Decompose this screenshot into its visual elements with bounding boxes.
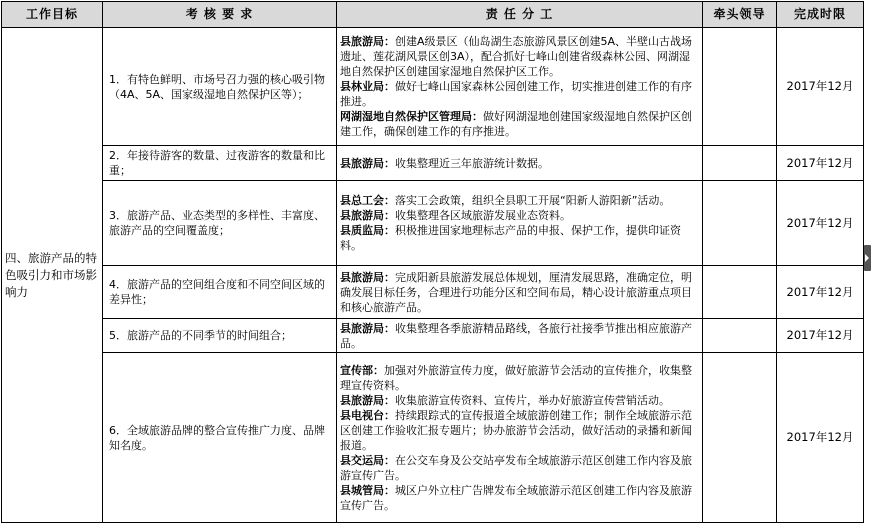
duty-cell	[337, 146, 703, 181]
lead-cell	[703, 181, 777, 266]
goal-cell: 四、旅游产品的特色吸引力和市场影响力	[2, 28, 103, 523]
lead-cell	[703, 146, 777, 181]
duty-dept: 宣传部：	[340, 363, 384, 377]
duty-dept: 县旅游局：	[340, 270, 395, 284]
deadline-cell: 2017年12月	[777, 146, 864, 181]
header-duty: 责 任 分 工	[337, 2, 703, 28]
header-requirement: 考 核 要 求	[103, 2, 337, 28]
duty-dept: 县交运局：	[340, 453, 395, 467]
deadline-cell: 2017年12月	[777, 28, 864, 146]
duty-item	[340, 363, 699, 393]
duty-text: 收集整理各季旅游精品路线，各旅行社接季节推出相应旅游产品。	[340, 321, 692, 350]
duty-item	[340, 393, 699, 408]
assessment-table	[1, 1, 864, 523]
header-goal: 工作目标	[2, 2, 103, 28]
duty-cell	[337, 28, 703, 146]
table-row	[2, 266, 864, 319]
duty-item	[340, 483, 699, 513]
duty-text: 收集旅游宣传资料、宣传片，举办好旅游宣传营销活动。	[395, 393, 670, 407]
duty-item	[340, 109, 699, 139]
requirement-cell: 5．旅游产品的不同季节的时间组合；	[103, 319, 337, 353]
duty-text: 收集整理近三年旅游统计数据。	[395, 156, 549, 170]
duty-text: 加强对外旅游宣传力度，做好旅游节会活动的宣传推介，收集整理宣传资料。	[340, 363, 692, 392]
duty-item	[340, 79, 699, 109]
duty-dept: 县总工会：	[340, 194, 395, 207]
duty-item	[340, 408, 699, 453]
deadline-cell: 2017年12月	[777, 353, 864, 523]
deadline-cell: 2017年12月	[777, 319, 864, 353]
header-row	[2, 2, 864, 28]
duty-item	[340, 208, 699, 223]
duty-text: 积极推进国家地理标志产品的申报、保护工作，提供印证资料。	[340, 224, 681, 252]
table-row	[2, 146, 864, 181]
duty-item	[340, 193, 699, 208]
duty-cell	[337, 181, 703, 266]
duty-text: 做好网湖湿地创建国家级湿地自然保护区创建工作，确保创建工作的有序推进。	[340, 110, 692, 138]
duty-item	[340, 270, 699, 315]
requirement-cell: 4．旅游产品的空间组合度和不同空间区域的差异性；	[103, 266, 337, 319]
duty-dept: 县城管局：	[340, 483, 395, 497]
duty-dept: 县旅游局：	[340, 156, 395, 170]
duty-cell	[337, 353, 703, 523]
lead-cell	[703, 266, 777, 319]
duty-text: 持续跟踪式的宣传报道全域旅游创建工作；制作全域旅游示范区创建工作验收汇报专题片；协办旅游节会活动，做好活动的录播和新闻报道。	[340, 408, 692, 452]
duty-dept: 县质监局：	[340, 224, 395, 237]
requirement-cell: 1．有特色鲜明、市场号召力强的核心吸引物（4A、5A、国家级湿地自然保护区等）；	[103, 28, 337, 146]
duty-item	[340, 223, 699, 253]
duty-item	[340, 321, 699, 351]
duty-text: 城区户外立柱广告牌发布全域旅游示范区创建工作内容及旅游宣传广告。	[340, 483, 692, 512]
duty-text: 完成阳新县旅游发展总体规划，厘清发展思路，准确定位，明确发展目标任务，合理进行功能分区和空间布局，精心设计旅游重点项目和核心旅游产品。	[340, 270, 692, 314]
duty-dept: 网湖湿地自然保护区管理局：	[340, 110, 483, 123]
duty-cell	[337, 319, 703, 353]
duty-dept: 县旅游局：	[340, 209, 395, 222]
duty-text: 在公交车身及公交站亭发布全域旅游示范区创建工作内容及旅游宣传广告。	[340, 453, 692, 482]
duty-text: 做好七峰山国家森林公园创建工作，切实推进创建工作的有序推进。	[340, 80, 692, 108]
requirement-cell: 6．全域旅游品牌的整合宣传推广力度、品牌知名度。	[103, 353, 337, 523]
duty-dept: 县旅游局：	[340, 35, 395, 48]
lead-cell	[703, 319, 777, 353]
duty-text: 创建A级景区（仙岛湖生态旅游风景区创建5A、半壁山古战场遗址、莲花湖风景区创3A），配合抓好七峰山创建省级森林公园、网湖湿地自然保护区创建国家湿地自然保护区工作。	[340, 35, 693, 78]
duty-cell	[337, 266, 703, 319]
deadline-cell: 2017年12月	[777, 181, 864, 266]
table-row	[2, 353, 864, 523]
deadline-cell: 2017年12月	[777, 266, 864, 319]
lead-cell	[703, 353, 777, 523]
table-row	[2, 28, 864, 146]
duty-item	[340, 156, 699, 171]
duty-item	[340, 34, 699, 79]
lead-cell	[703, 28, 777, 146]
duty-text: 落实工会政策，组织全县职工开展“阳新人游阳新”活动。	[395, 194, 671, 207]
duty-dept: 县旅游局：	[340, 393, 395, 407]
header-lead: 牵头领导	[703, 2, 777, 28]
duty-dept: 县旅游局：	[340, 321, 395, 335]
table-row	[2, 181, 864, 266]
header-deadline: 完成时限	[777, 2, 864, 28]
requirement-cell: 3．旅游产品、业态类型的多样性、丰富度、旅游产品的空间覆盖度；	[103, 181, 337, 266]
duty-item	[340, 453, 699, 483]
duty-text: 收集整理各区域旅游发展业态资料。	[395, 209, 571, 222]
table-row	[2, 319, 864, 353]
duty-dept: 县林业局：	[340, 80, 395, 93]
duty-dept: 县电视台：	[340, 408, 395, 422]
requirement-cell: 2．年接待游客的数量、过夜游客的数量和比重；	[103, 146, 337, 181]
side-panel-toggle-icon[interactable]	[864, 245, 871, 271]
